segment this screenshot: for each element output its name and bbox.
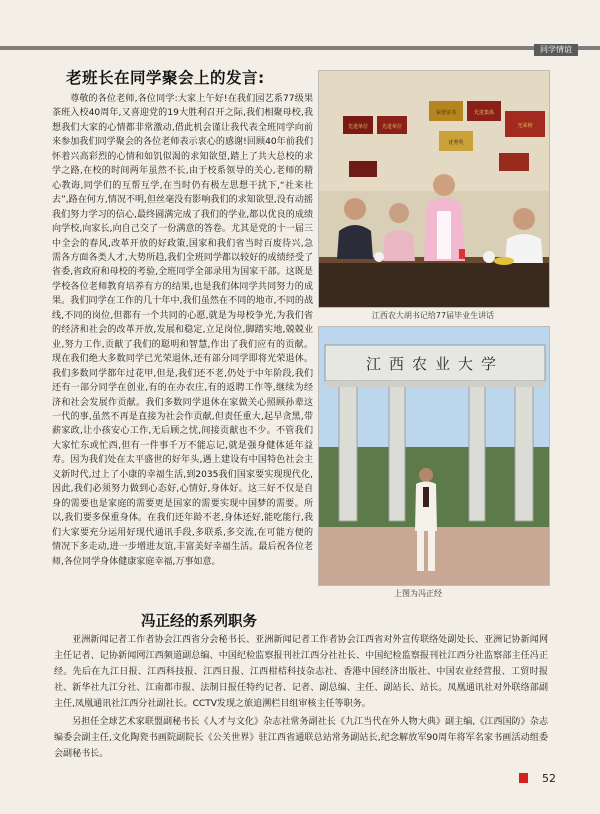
positions-paragraph-1: 亚洲新闻记者工作者协会江西省分会秘书长、亚洲新闻记者工作者协会江西省对外宣传联络处副处长、亚洲记协新闻网主任记者、记协新闻网江西频道副总编、中国纪检监察报刊社江西分社社长、中国纪检监察报刊社江西分社监察部主任冯正经。先后在九江日报、江西科技报、江西日报、江西柑桔科技杂志社、香港中国经济出版社、中国农业经营报、工贸时报社、新华社九江分社、江南都市报、法制日报任特约记者、记者、副总编、主任、副站长、站长。凤凰通讯社对外联络部副主任,凤凰通讯社江西分社副社长。CCTV发现之旅追溯栏目组审核主任等职务。 [54,635,548,709]
page-marker [519,773,528,783]
table [319,261,549,307]
section-tag: 同学情谊 [534,44,578,56]
plaque-text: 荣誉证书 [435,110,457,116]
photo1-caption: 江西农大胡书记给77届毕业生讲话 [371,311,495,320]
speech-body: 尊敬的各位老师,各位同学:大家上午好!在我们园艺系77级果茶班入校40周年,又喜迎党的19大胜利召开之际,我们相聚母校,我想我们大家的心情都非常激动,借此机会谨让我代表全班同学向前来参加我们同学聚会的各位老师表示衷心的感谢!回顾40年前我们怀着兴高彩烈的心情和如饥似渴的求知欲望,踏上了共大总校的求学之路,在校的时间两年虽然不长,由于校系领导的关心,老师的精心教诲,同学们的互帮互学,在当时仍有极左思想干扰下,“社来社去”,路在何方,情况不明,但丝毫没有影响我们的求知欲望,没有动摇我们努力学习的信心,最终圆满完成了我们的学业,都以优良的成绩向学校,向家长,向自己交了一份满意的答卷。尤其是党的十一届三中全会的春风,改革开放的好政策,国家和我们省当时百废待兴,急需各方面各类人才,大势所趋,我们全班同学都以较好的成绩经受了省委,省政府和母校的考验,全班同学全部录用为国家干部。这既是学校各位老师教育培养有方的结果,也是我们体同学共同努力的成果。我们同学在工作的几十年中,我们虽然在不同的地市,不同的战线,不同的岗位,但都有一个共同的心愿,就是为母校争光,为我们省的经济和社会的改革开放,发展和稳定,立足岗位,脚踏实地,兢兢业业,努力工作,贡献了我们的聪明和智慧,作出了我们应有的贡献。现在我们绝大多数同学已光荣退休,还有部分同学即将光荣退休。我们多数同学都年过花甲,但是,我们还不老,仍处于中年阶段,我们还有一部分同学在创业,有的在办农庄,有的返聘工作等,继续为经济和社会发展作贡献。我们多数同学退休在家做关心照顾孙辈这一代的事,虽然不再是直接为社会作贡献,但责任重大,起早贪黑,带薪家政,让小孩安心工作,无后顾之忧,间接贡献也不少。不管我们大家忙东或忙西,但有一件事千万不能忘记,就是强身健体延年益寿。因为我们处在太平盛世的好年头,遇上建设有中国特色社会主义新时代,过上了小康的幸福生活,到2035我们国家要实现现代化,因此,我们必须努力做到心态好,心情好,身体好。这三好不仅是自身的需要也是家庭的需要更是国家的需要实现中国梦的需要。所以,我们要多保重身体。在我们还年龄不老,身体还好,能吃能行,我们大家要充分运用好现代通讯手段,多联系,多交流,在可能方便的情况下多走动,进一步增进友谊,丰富美好幸福生活。最后祝各位老师,各位同学身体健康家庭幸福,万事如意。 [52,94,313,567]
gate-photo-illustration [319,327,549,585]
meeting-photo-illustration [319,71,549,307]
meeting-photo [318,70,550,308]
photo2-caption: 上图为冯正经 [394,589,442,598]
plaque-text: 先进单位 [347,124,369,130]
gate-text: 江西农业大学 [365,355,505,373]
plaque-text: 优秀奖 [448,140,464,146]
plaque-text: 先进单位 [381,124,403,130]
positions-paragraph-2: 另担任全球艺术家联盟副秘书长《人才与文化》杂志社常务副社长《九江当代在外人物大典》副主编,《江西国防》杂志编委会副主任,文化陶瓷书画院副院长《公关世界》驻江西省通联总站常务副站长,纪念解放军90周年将军名家书画活动组委会副秘书长。 [54,717,548,759]
speech-title: 老班长在同学聚会上的发言: [66,69,265,87]
plaque-text: 光荣榜 [517,123,533,129]
plaque-text: 先进集体 [473,110,495,116]
positions-title: 冯正经的系列职务 [141,614,257,630]
gate-photo [318,326,550,586]
page-number: 52 [542,772,556,785]
header-bar [0,46,600,50]
